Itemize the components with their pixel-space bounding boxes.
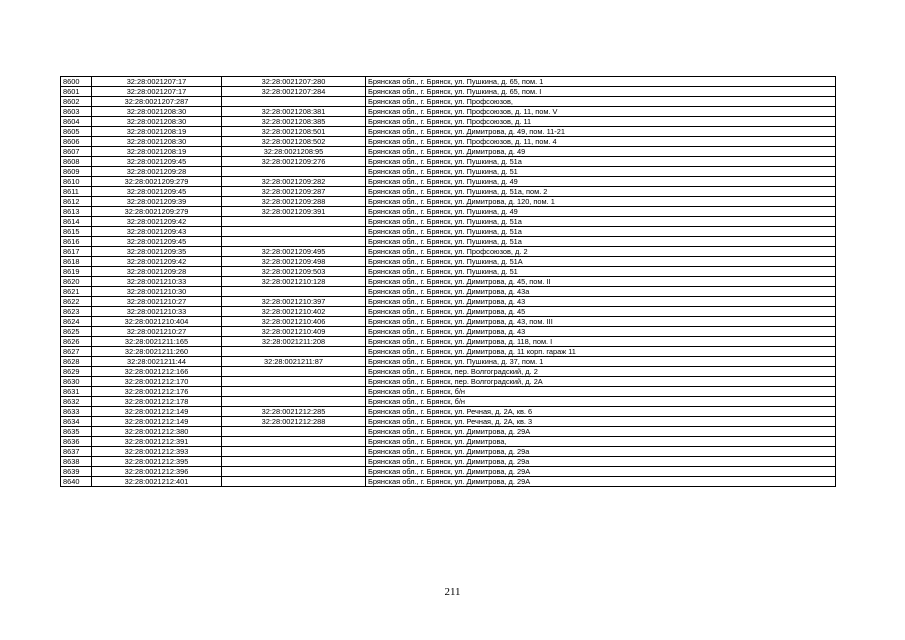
row-number-cell: 8635 xyxy=(61,427,92,437)
row-number-cell: 8607 xyxy=(61,147,92,157)
row-number-cell: 8630 xyxy=(61,377,92,387)
object-cadastral-number-cell: 32:28:0021210:409 xyxy=(222,327,366,337)
object-cadastral-number-cell: 32:28:0021208:502 xyxy=(222,137,366,147)
land-cadastral-number-cell: 32:28:0021212:391 xyxy=(92,437,222,447)
address-cell: Брянская обл., г. Брянск, ул. Димитрова, д. 29А xyxy=(366,467,836,477)
table-row xyxy=(61,237,836,247)
land-cadastral-number-cell: 32:28:0021212:401 xyxy=(92,477,222,487)
object-cadastral-number-cell xyxy=(222,397,366,407)
table-row xyxy=(61,367,836,377)
address-cell: Брянская обл., г. Брянск, ул. Пушкина, д. 51а xyxy=(366,157,836,167)
row-number-cell: 8601 xyxy=(61,87,92,97)
address-cell: Брянская обл., г. Брянск, ул. Пушкина, д. 51А xyxy=(366,257,836,267)
object-cadastral-number-cell: 32:28:0021210:406 xyxy=(222,317,366,327)
address-cell: Брянская обл., г. Брянск, ул. Профсоюзов, д. 2 xyxy=(366,247,836,257)
address-cell: Брянская обл., г. Брянск, ул. Димитрова, д. 120, пом. 1 xyxy=(366,197,836,207)
table-row xyxy=(61,167,836,177)
table-row xyxy=(61,457,836,467)
row-number-cell: 8631 xyxy=(61,387,92,397)
object-cadastral-number-cell xyxy=(222,217,366,227)
row-number-cell: 8627 xyxy=(61,347,92,357)
row-number-cell: 8638 xyxy=(61,457,92,467)
address-cell: Брянская обл., г. Брянск, б/н xyxy=(366,387,836,397)
address-cell: Брянская обл., г. Брянск, ул. Димитрова, д. 29А xyxy=(366,427,836,437)
land-cadastral-number-cell: 32:28:0021209:45 xyxy=(92,237,222,247)
object-cadastral-number-cell xyxy=(222,97,366,107)
row-number-cell: 8632 xyxy=(61,397,92,407)
object-cadastral-number-cell: 32:28:0021211:87 xyxy=(222,357,366,367)
table-row xyxy=(61,107,836,117)
land-cadastral-number-cell: 32:28:0021212:395 xyxy=(92,457,222,467)
land-cadastral-number-cell: 32:28:0021212:178 xyxy=(92,397,222,407)
object-cadastral-number-cell xyxy=(222,377,366,387)
row-number-cell: 8612 xyxy=(61,197,92,207)
row-number-cell: 8609 xyxy=(61,167,92,177)
address-cell: Брянская обл., г. Брянск, ул. Димитрова, д. 45 xyxy=(366,307,836,317)
land-cadastral-number-cell: 32:28:0021208:19 xyxy=(92,147,222,157)
object-cadastral-number-cell: 32:28:0021209:276 xyxy=(222,157,366,167)
land-cadastral-number-cell: 32:28:0021212:393 xyxy=(92,447,222,457)
land-cadastral-number-cell: 32:28:0021212:149 xyxy=(92,417,222,427)
object-cadastral-number-cell: 32:28:0021209:495 xyxy=(222,247,366,257)
object-cadastral-number-cell xyxy=(222,237,366,247)
table-row xyxy=(61,207,836,217)
address-cell: Брянская обл., г. Брянск, ул. Пушкина, д. 65, пом. 1 xyxy=(366,77,836,87)
row-number-cell: 8602 xyxy=(61,97,92,107)
row-number-cell: 8625 xyxy=(61,327,92,337)
address-cell: Брянская обл., г. Брянск, ул. Димитрова, д. 43 xyxy=(366,327,836,337)
object-cadastral-number-cell: 32:28:0021211:208 xyxy=(222,337,366,347)
address-cell: Брянская обл., г. Брянск, ул. Димитрова, д. 29а xyxy=(366,447,836,457)
table-row xyxy=(61,297,836,307)
address-cell: Брянская обл., г. Брянск, ул. Димитрова, д. 45, пом. II xyxy=(366,277,836,287)
table-row xyxy=(61,97,836,107)
table-row xyxy=(61,137,836,147)
row-number-cell: 8616 xyxy=(61,237,92,247)
land-cadastral-number-cell: 32:28:0021209:39 xyxy=(92,197,222,207)
land-cadastral-number-cell: 32:28:0021212:170 xyxy=(92,377,222,387)
table-row xyxy=(61,157,836,167)
object-cadastral-number-cell xyxy=(222,287,366,297)
table-row xyxy=(61,377,836,387)
land-cadastral-number-cell: 32:28:0021209:279 xyxy=(92,177,222,187)
table-row xyxy=(61,217,836,227)
object-cadastral-number-cell: 32:28:0021210:397 xyxy=(222,297,366,307)
address-cell: Брянская обл., г. Брянск, ул. Пушкина, д. 49 xyxy=(366,207,836,217)
land-cadastral-number-cell: 32:28:0021207:17 xyxy=(92,77,222,87)
land-cadastral-number-cell: 32:28:0021208:30 xyxy=(92,107,222,117)
table-row xyxy=(61,187,836,197)
address-cell: Брянская обл., г. Брянск, пер. Волгоградский, д. 2А xyxy=(366,377,836,387)
table-row xyxy=(61,267,836,277)
land-cadastral-number-cell: 32:28:0021210:27 xyxy=(92,297,222,307)
table-row xyxy=(61,257,836,267)
land-cadastral-number-cell: 32:28:0021209:42 xyxy=(92,257,222,267)
address-cell: Брянская обл., г. Брянск, ул. Профсоюзов, д. 11 xyxy=(366,117,836,127)
address-cell: Брянская обл., г. Брянск, ул. Профсоюзов, xyxy=(366,97,836,107)
land-cadastral-number-cell: 32:28:0021209:35 xyxy=(92,247,222,257)
table-row xyxy=(61,317,836,327)
table-row xyxy=(61,277,836,287)
table-row xyxy=(61,447,836,457)
address-cell: Брянская обл., г. Брянск, ул. Димитрова, д. 43 xyxy=(366,297,836,307)
object-cadastral-number-cell: 32:28:0021209:503 xyxy=(222,267,366,277)
address-cell: Брянская обл., г. Брянск, ул. Речная, д. 2А, кв. 3 xyxy=(366,417,836,427)
table-body xyxy=(61,77,836,487)
page-number: 211 xyxy=(444,586,461,598)
land-cadastral-number-cell: 32:28:0021212:149 xyxy=(92,407,222,417)
row-number-cell: 8639 xyxy=(61,467,92,477)
table-row xyxy=(61,307,836,317)
object-cadastral-number-cell: 32:28:0021207:280 xyxy=(222,77,366,87)
object-cadastral-number-cell xyxy=(222,227,366,237)
row-number-cell: 8622 xyxy=(61,297,92,307)
address-cell: Брянская обл., г. Брянск, ул. Пушкина, д. 49 xyxy=(366,177,836,187)
object-cadastral-number-cell: 32:28:0021209:287 xyxy=(222,187,366,197)
row-number-cell: 8636 xyxy=(61,437,92,447)
land-cadastral-number-cell: 32:28:0021212:380 xyxy=(92,427,222,437)
row-number-cell: 8613 xyxy=(61,207,92,217)
row-number-cell: 8618 xyxy=(61,257,92,267)
object-cadastral-number-cell: 32:28:0021212:288 xyxy=(222,417,366,427)
table-row xyxy=(61,77,836,87)
table-row xyxy=(61,87,836,97)
address-cell: Брянская обл., г. Брянск, ул. Речная, д. 2А, кв. 6 xyxy=(366,407,836,417)
address-cell: Брянская обл., г. Брянск, ул. Профсоюзов, д. 11, пом. 4 xyxy=(366,137,836,147)
object-cadastral-number-cell xyxy=(222,457,366,467)
table-row xyxy=(61,287,836,297)
land-cadastral-number-cell: 32:28:0021209:279 xyxy=(92,207,222,217)
table-row xyxy=(61,407,836,417)
address-cell: Брянская обл., г. Брянск, ул. Пушкина, д. 51а xyxy=(366,227,836,237)
table-row xyxy=(61,467,836,477)
table-row xyxy=(61,227,836,237)
row-number-cell: 8603 xyxy=(61,107,92,117)
object-cadastral-number-cell: 32:28:0021208:95 xyxy=(222,147,366,157)
table-row xyxy=(61,417,836,427)
land-cadastral-number-cell: 32:28:0021211:260 xyxy=(92,347,222,357)
table-row xyxy=(61,327,836,337)
row-number-cell: 8623 xyxy=(61,307,92,317)
table-row xyxy=(61,177,836,187)
row-number-cell: 8628 xyxy=(61,357,92,367)
row-number-cell: 8640 xyxy=(61,477,92,487)
land-cadastral-number-cell: 32:28:0021208:30 xyxy=(92,117,222,127)
land-cadastral-number-cell: 32:28:0021210:404 xyxy=(92,317,222,327)
table-row xyxy=(61,437,836,447)
row-number-cell: 8620 xyxy=(61,277,92,287)
address-cell: Брянская обл., г. Брянск, б/н xyxy=(366,397,836,407)
row-number-cell: 8605 xyxy=(61,127,92,137)
address-cell: Брянская обл., г. Брянск, ул. Профсоюзов, д. 11, пом. V xyxy=(366,107,836,117)
row-number-cell: 8615 xyxy=(61,227,92,237)
row-number-cell: 8611 xyxy=(61,187,92,197)
row-number-cell: 8604 xyxy=(61,117,92,127)
land-cadastral-number-cell: 32:28:0021209:43 xyxy=(92,227,222,237)
row-number-cell: 8610 xyxy=(61,177,92,187)
object-cadastral-number-cell xyxy=(222,467,366,477)
address-cell: Брянская обл., г. Брянск, ул. Пушкина, д. 51а xyxy=(366,237,836,247)
land-cadastral-number-cell: 32:28:0021209:42 xyxy=(92,217,222,227)
row-number-cell: 8634 xyxy=(61,417,92,427)
object-cadastral-number-cell: 32:28:0021209:391 xyxy=(222,207,366,217)
land-cadastral-number-cell: 32:28:0021209:28 xyxy=(92,167,222,177)
address-cell: Брянская обл., г. Брянск, ул. Димитрова, д. 49, пом. 11-21 xyxy=(366,127,836,137)
object-cadastral-number-cell xyxy=(222,167,366,177)
address-cell: Брянская обл., г. Брянск, ул. Пушкина, д. 51а, пом. 2 xyxy=(366,187,836,197)
row-number-cell: 8600 xyxy=(61,77,92,87)
object-cadastral-number-cell xyxy=(222,427,366,437)
address-cell: Брянская обл., г. Брянск, ул. Димитрова, д. 118, пом. I xyxy=(366,337,836,347)
land-cadastral-number-cell: 32:28:0021208:19 xyxy=(92,127,222,137)
address-cell: Брянская обл., г. Брянск, ул. Димитрова, д. 49 xyxy=(366,147,836,157)
object-cadastral-number-cell: 32:28:0021208:381 xyxy=(222,107,366,117)
land-cadastral-number-cell: 32:28:0021210:33 xyxy=(92,277,222,287)
land-cadastral-number-cell: 32:28:0021211:44 xyxy=(92,357,222,367)
row-number-cell: 8606 xyxy=(61,137,92,147)
address-cell: Брянская обл., г. Брянск, ул. Пушкина, д. 51 xyxy=(366,267,836,277)
land-cadastral-number-cell: 32:28:0021212:166 xyxy=(92,367,222,377)
object-cadastral-number-cell: 32:28:0021212:285 xyxy=(222,407,366,417)
address-cell: Брянская обл., г. Брянск, ул. Димитрова, д. 29А xyxy=(366,477,836,487)
table-row xyxy=(61,147,836,157)
table-row xyxy=(61,357,836,367)
table-row xyxy=(61,117,836,127)
row-number-cell: 8608 xyxy=(61,157,92,167)
land-cadastral-number-cell: 32:28:0021212:176 xyxy=(92,387,222,397)
table-row xyxy=(61,427,836,437)
object-cadastral-number-cell: 32:28:0021209:498 xyxy=(222,257,366,267)
row-number-cell: 8614 xyxy=(61,217,92,227)
table-row xyxy=(61,127,836,137)
land-cadastral-number-cell: 32:28:0021209:45 xyxy=(92,157,222,167)
land-cadastral-number-cell: 32:28:0021207:287 xyxy=(92,97,222,107)
address-cell: Брянская обл., г. Брянск, ул. Пушкина, д. 51 xyxy=(366,167,836,177)
row-number-cell: 8626 xyxy=(61,337,92,347)
address-cell: Брянская обл., г. Брянск, ул. Димитрова, xyxy=(366,437,836,447)
object-cadastral-number-cell xyxy=(222,447,366,457)
land-cadastral-number-cell: 32:28:0021212:396 xyxy=(92,467,222,477)
object-cadastral-number-cell xyxy=(222,437,366,447)
object-cadastral-number-cell xyxy=(222,477,366,487)
address-cell: Брянская обл., г. Брянск, ул. Димитрова, д. 29а xyxy=(366,457,836,467)
object-cadastral-number-cell: 32:28:0021209:288 xyxy=(222,197,366,207)
property-register-table xyxy=(60,76,836,487)
address-cell: Брянская обл., г. Брянск, ул. Пушкина, д. 51а xyxy=(366,217,836,227)
land-cadastral-number-cell: 32:28:0021209:45 xyxy=(92,187,222,197)
row-number-cell: 8637 xyxy=(61,447,92,457)
land-cadastral-number-cell: 32:28:0021207:17 xyxy=(92,87,222,97)
object-cadastral-number-cell: 32:28:0021208:385 xyxy=(222,117,366,127)
object-cadastral-number-cell xyxy=(222,387,366,397)
row-number-cell: 8629 xyxy=(61,367,92,377)
table-row xyxy=(61,337,836,347)
land-cadastral-number-cell: 32:28:0021210:27 xyxy=(92,327,222,337)
land-cadastral-number-cell: 32:28:0021210:33 xyxy=(92,307,222,317)
land-cadastral-number-cell: 32:28:0021208:30 xyxy=(92,137,222,147)
row-number-cell: 8617 xyxy=(61,247,92,257)
land-cadastral-number-cell: 32:28:0021210:30 xyxy=(92,287,222,297)
table-row xyxy=(61,247,836,257)
object-cadastral-number-cell: 32:28:0021209:282 xyxy=(222,177,366,187)
object-cadastral-number-cell: 32:28:0021208:501 xyxy=(222,127,366,137)
address-cell: Брянская обл., г. Брянск, ул. Димитрова, д. 43а xyxy=(366,287,836,297)
row-number-cell: 8621 xyxy=(61,287,92,297)
land-cadastral-number-cell: 32:28:0021211:165 xyxy=(92,337,222,347)
table-row xyxy=(61,387,836,397)
object-cadastral-number-cell: 32:28:0021207:284 xyxy=(222,87,366,97)
table-row xyxy=(61,347,836,357)
address-cell: Брянская обл., г. Брянск, ул. Димитрова, д. 11 корп. гараж 11 xyxy=(366,347,836,357)
address-cell: Брянская обл., г. Брянск, ул. Димитрова, д. 43, пом. III xyxy=(366,317,836,327)
row-number-cell: 8633 xyxy=(61,407,92,417)
row-number-cell: 8619 xyxy=(61,267,92,277)
address-cell: Брянская обл., г. Брянск, пер. Волгоградский, д. 2 xyxy=(366,367,836,377)
object-cadastral-number-cell: 32:28:0021210:402 xyxy=(222,307,366,317)
table-row xyxy=(61,197,836,207)
object-cadastral-number-cell xyxy=(222,347,366,357)
address-cell: Брянская обл., г. Брянск, ул. Пушкина, д. 37, пом. 1 xyxy=(366,357,836,367)
table-row xyxy=(61,397,836,407)
row-number-cell: 8624 xyxy=(61,317,92,327)
land-cadastral-number-cell: 32:28:0021209:28 xyxy=(92,267,222,277)
object-cadastral-number-cell: 32:28:0021210:128 xyxy=(222,277,366,287)
address-cell: Брянская обл., г. Брянск, ул. Пушкина, д. 65, пом. I xyxy=(366,87,836,97)
table-row xyxy=(61,477,836,487)
object-cadastral-number-cell xyxy=(222,367,366,377)
